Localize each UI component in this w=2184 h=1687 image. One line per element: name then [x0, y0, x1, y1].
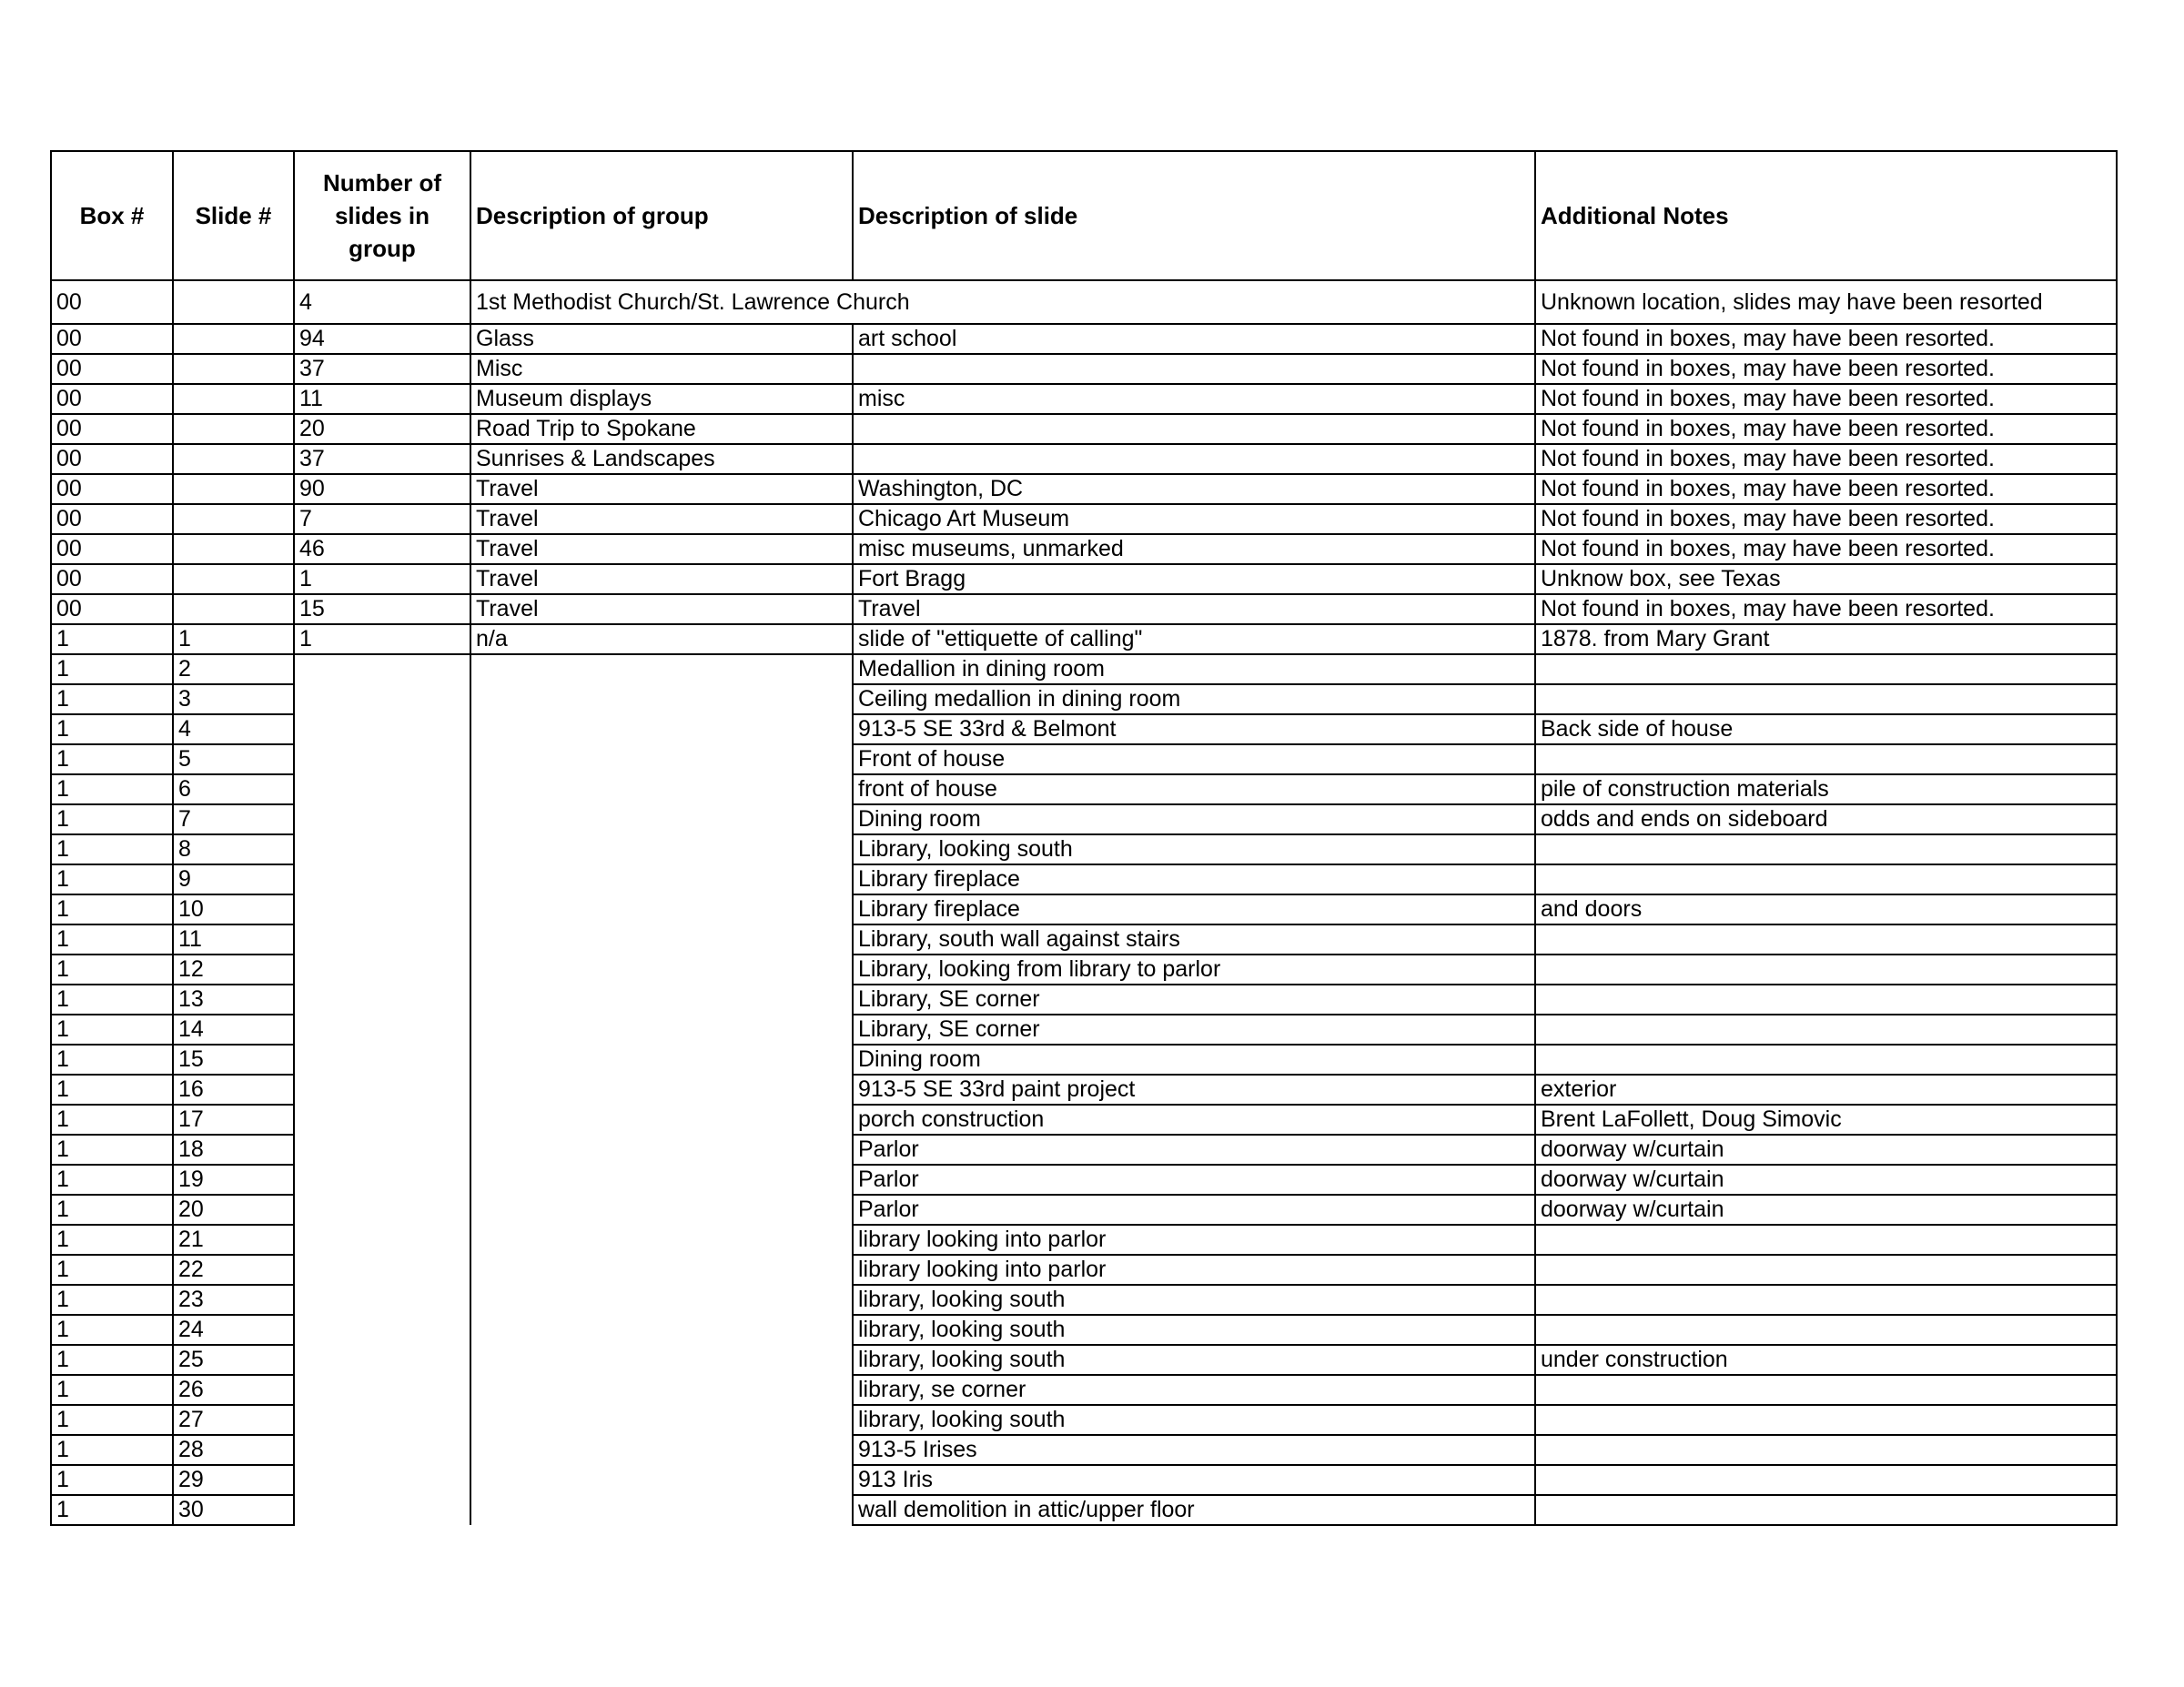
table-row [51, 744, 2117, 774]
cell-slide: 7 [173, 804, 294, 834]
cell-notes: Not found in boxes, may have been resorted. [1535, 594, 2117, 624]
cell-group-empty [470, 1015, 853, 1045]
cell-description: 913-5 SE 33rd paint project [853, 1075, 1535, 1105]
cell-box: 1 [51, 1405, 173, 1435]
cell-notes [1535, 1405, 2117, 1435]
cell-slide: 24 [173, 1315, 294, 1345]
cell-slide [173, 564, 294, 594]
cell-description: Washington, DC [853, 474, 1535, 504]
cell-notes [1535, 985, 2117, 1015]
cell-notes [1535, 1015, 2117, 1045]
cell-group-empty [470, 1405, 853, 1435]
table-row [51, 1045, 2117, 1075]
cell-notes: Not found in boxes, may have been resorted. [1535, 384, 2117, 414]
cell-box: 00 [51, 384, 173, 414]
cell-notes [1535, 654, 2117, 684]
cell-slide: 30 [173, 1495, 294, 1525]
cell-slide: 9 [173, 864, 294, 894]
cell-description: 913-5 SE 33rd & Belmont [853, 714, 1535, 744]
cell-box: 1 [51, 1255, 173, 1285]
table-row [51, 714, 2117, 744]
cell-description: Parlor [853, 1195, 1535, 1225]
cell-box: 1 [51, 1285, 173, 1315]
cell-slide: 5 [173, 744, 294, 774]
cell-notes: doorway w/curtain [1535, 1165, 2117, 1195]
header-slide-description: Description of slide [853, 151, 1535, 280]
cell-description: Library, SE corner [853, 1015, 1535, 1045]
table-row [51, 534, 2117, 564]
table-row [51, 594, 2117, 624]
cell-description: Chicago Art Museum [853, 504, 1535, 534]
cell-description: Library fireplace [853, 894, 1535, 924]
cell-box: 1 [51, 774, 173, 804]
cell-slide: 23 [173, 1285, 294, 1315]
cell-description [853, 354, 1535, 384]
slide-inventory-sheet [50, 150, 2116, 1526]
cell-group: Sunrises & Landscapes [470, 444, 853, 474]
cell-slide: 20 [173, 1195, 294, 1225]
cell-slide [173, 354, 294, 384]
table-row [51, 564, 2117, 594]
cell-slide: 11 [173, 924, 294, 955]
cell-notes [1535, 1495, 2117, 1525]
cell-box: 00 [51, 534, 173, 564]
cell-group-empty [470, 1165, 853, 1195]
cell-slide: 25 [173, 1345, 294, 1375]
cell-group-empty [470, 774, 853, 804]
cell-slide: 13 [173, 985, 294, 1015]
cell-count: 11 [294, 384, 470, 414]
cell-notes: Not found in boxes, may have been resorted. [1535, 474, 2117, 504]
cell-group-empty [470, 1225, 853, 1255]
cell-box: 1 [51, 924, 173, 955]
cell-box: 00 [51, 504, 173, 534]
cell-notes: 1878. from Mary Grant [1535, 624, 2117, 654]
cell-description: Travel [853, 594, 1535, 624]
cell-notes: Not found in boxes, may have been resorted. [1535, 414, 2117, 444]
cell-notes: odds and ends on sideboard [1535, 804, 2117, 834]
header-slide: Slide # [173, 151, 294, 280]
cell-description: Front of house [853, 744, 1535, 774]
cell-box: 1 [51, 654, 173, 684]
cell-box: 1 [51, 714, 173, 744]
cell-box: 1 [51, 1195, 173, 1225]
cell-description: library, looking south [853, 1405, 1535, 1435]
cell-notes [1535, 1375, 2117, 1405]
cell-count-empty [294, 1285, 470, 1315]
cell-slide [173, 444, 294, 474]
table-row [51, 1435, 2117, 1465]
cell-description: slide of "ettiquette of calling" [853, 624, 1535, 654]
table-row [51, 654, 2117, 684]
cell-group-empty [470, 804, 853, 834]
cell-group: Travel [470, 534, 853, 564]
cell-group-empty [470, 1075, 853, 1105]
cell-description [853, 444, 1535, 474]
cell-slide [173, 280, 294, 324]
cell-box: 1 [51, 1075, 173, 1105]
cell-count-empty [294, 744, 470, 774]
cell-box: 1 [51, 1435, 173, 1465]
cell-box: 00 [51, 354, 173, 384]
cell-notes [1535, 1315, 2117, 1345]
table-row [51, 1015, 2117, 1045]
cell-description: library, looking south [853, 1285, 1535, 1315]
table-row [51, 1195, 2117, 1225]
cell-notes: Unknown location, slides may have been resorted [1535, 280, 2117, 324]
cell-notes [1535, 1435, 2117, 1465]
cell-group: Misc [470, 354, 853, 384]
cell-count-empty [294, 1225, 470, 1255]
cell-box: 1 [51, 1465, 173, 1495]
cell-notes [1535, 1225, 2117, 1255]
cell-notes [1535, 684, 2117, 714]
table-row [51, 504, 2117, 534]
cell-description: Library, looking south [853, 834, 1535, 864]
cell-slide: 8 [173, 834, 294, 864]
cell-slide: 1 [173, 624, 294, 654]
cell-count-empty [294, 1135, 470, 1165]
table-row [51, 624, 2117, 654]
cell-group-empty [470, 744, 853, 774]
cell-group: Road Trip to Spokane [470, 414, 853, 444]
cell-count-empty [294, 1165, 470, 1195]
cell-description: Parlor [853, 1165, 1535, 1195]
cell-group-empty [470, 654, 853, 684]
cell-box: 1 [51, 1375, 173, 1405]
cell-notes: Not found in boxes, may have been resorted. [1535, 504, 2117, 534]
cell-group: Travel [470, 504, 853, 534]
cell-count-empty [294, 924, 470, 955]
cell-group-empty [470, 985, 853, 1015]
cell-notes: Brent LaFollett, Doug Simovic [1535, 1105, 2117, 1135]
cell-count-empty [294, 1195, 470, 1225]
cell-count-empty [294, 894, 470, 924]
cell-description: misc museums, unmarked [853, 534, 1535, 564]
table-row [51, 1315, 2117, 1345]
cell-notes [1535, 864, 2117, 894]
cell-slide: 2 [173, 654, 294, 684]
cell-notes [1535, 1285, 2117, 1315]
cell-count-empty [294, 864, 470, 894]
cell-slide: 6 [173, 774, 294, 804]
cell-count-empty [294, 1105, 470, 1135]
cell-slide: 14 [173, 1015, 294, 1045]
cell-slide: 16 [173, 1075, 294, 1105]
cell-group: Museum displays [470, 384, 853, 414]
cell-box: 1 [51, 624, 173, 654]
cell-group-empty [470, 1345, 853, 1375]
cell-count: 90 [294, 474, 470, 504]
cell-description: Library, south wall against stairs [853, 924, 1535, 955]
cell-slide: 29 [173, 1465, 294, 1495]
cell-slide: 26 [173, 1375, 294, 1405]
cell-count-empty [294, 1015, 470, 1045]
table-row [51, 864, 2117, 894]
cell-notes: Not found in boxes, may have been resorted. [1535, 324, 2117, 354]
table-row [51, 1165, 2117, 1195]
cell-group-empty [470, 1195, 853, 1225]
cell-description: Library, SE corner [853, 985, 1535, 1015]
cell-box: 1 [51, 1315, 173, 1345]
cell-group-empty [470, 1045, 853, 1075]
cell-group-empty [470, 955, 853, 985]
table-row [51, 834, 2117, 864]
cell-slide: 18 [173, 1135, 294, 1165]
cell-slide: 22 [173, 1255, 294, 1285]
table-row [51, 1345, 2117, 1375]
cell-notes [1535, 1255, 2117, 1285]
cell-slide: 28 [173, 1435, 294, 1465]
cell-slide: 12 [173, 955, 294, 985]
cell-slide: 27 [173, 1405, 294, 1435]
cell-box: 1 [51, 1165, 173, 1195]
cell-group: 1st Methodist Church/St. Lawrence Church [470, 280, 1535, 324]
cell-count-empty [294, 955, 470, 985]
cell-box: 1 [51, 1015, 173, 1045]
cell-count-empty [294, 1075, 470, 1105]
cell-box: 1 [51, 1225, 173, 1255]
cell-group: Travel [470, 474, 853, 504]
cell-count-empty [294, 1315, 470, 1345]
cell-description: Ceiling medallion in dining room [853, 684, 1535, 714]
cell-notes: exterior [1535, 1075, 2117, 1105]
cell-slide [173, 594, 294, 624]
cell-notes: under construction [1535, 1345, 2117, 1375]
slide-inventory-table [50, 150, 2118, 1526]
cell-slide [173, 504, 294, 534]
cell-box: 1 [51, 894, 173, 924]
cell-box: 1 [51, 985, 173, 1015]
table-row [51, 684, 2117, 714]
cell-count-empty [294, 684, 470, 714]
cell-box: 00 [51, 280, 173, 324]
cell-group-empty [470, 1435, 853, 1465]
table-row [51, 1495, 2117, 1525]
cell-group-empty [470, 1495, 853, 1525]
cell-notes [1535, 955, 2117, 985]
cell-count: 37 [294, 354, 470, 384]
table-row [51, 1075, 2117, 1105]
table-row [51, 280, 2117, 324]
cell-slide: 21 [173, 1225, 294, 1255]
cell-notes: doorway w/curtain [1535, 1195, 2117, 1225]
cell-box: 00 [51, 324, 173, 354]
cell-slide [173, 324, 294, 354]
header-row [51, 151, 2117, 280]
cell-group-empty [470, 1315, 853, 1345]
cell-group-empty [470, 684, 853, 714]
cell-description: library, looking south [853, 1315, 1535, 1345]
cell-count-empty [294, 1045, 470, 1075]
cell-description: Parlor [853, 1135, 1535, 1165]
cell-notes: Not found in boxes, may have been resorted. [1535, 534, 2117, 564]
table-row [51, 444, 2117, 474]
cell-count-empty [294, 1345, 470, 1375]
cell-description: library looking into parlor [853, 1225, 1535, 1255]
cell-count-empty [294, 804, 470, 834]
cell-count: 94 [294, 324, 470, 354]
cell-box: 1 [51, 744, 173, 774]
table-row [51, 1255, 2117, 1285]
cell-count-empty [294, 834, 470, 864]
cell-description [853, 414, 1535, 444]
cell-box: 1 [51, 804, 173, 834]
cell-box: 1 [51, 834, 173, 864]
cell-group-empty [470, 1255, 853, 1285]
table-row [51, 414, 2117, 444]
cell-notes [1535, 1465, 2117, 1495]
cell-notes: pile of construction materials [1535, 774, 2117, 804]
cell-slide: 15 [173, 1045, 294, 1075]
cell-box: 00 [51, 444, 173, 474]
cell-notes: and doors [1535, 894, 2117, 924]
cell-group-empty [470, 1465, 853, 1495]
cell-count-empty [294, 1405, 470, 1435]
cell-group-empty [470, 1375, 853, 1405]
cell-count-empty [294, 714, 470, 744]
cell-description: wall demolition in attic/upper floor [853, 1495, 1535, 1525]
cell-count: 7 [294, 504, 470, 534]
cell-description: Fort Bragg [853, 564, 1535, 594]
cell-description: front of house [853, 774, 1535, 804]
cell-box: 1 [51, 1345, 173, 1375]
header-additional-notes: Additional Notes [1535, 151, 2117, 280]
table-row [51, 324, 2117, 354]
cell-notes: Unknow box, see Texas [1535, 564, 2117, 594]
cell-description: Dining room [853, 804, 1535, 834]
cell-box: 00 [51, 474, 173, 504]
cell-box: 1 [51, 1045, 173, 1075]
cell-box: 1 [51, 684, 173, 714]
cell-description: Medallion in dining room [853, 654, 1535, 684]
table-row [51, 985, 2117, 1015]
cell-box: 1 [51, 955, 173, 985]
table-row [51, 1375, 2117, 1405]
cell-description: 913 Iris [853, 1465, 1535, 1495]
cell-slide [173, 534, 294, 564]
cell-description: library, looking south [853, 1345, 1535, 1375]
cell-count: 1 [294, 564, 470, 594]
cell-count: 46 [294, 534, 470, 564]
cell-count-empty [294, 1495, 470, 1525]
cell-description: Library, looking from library to parlor [853, 955, 1535, 985]
cell-count-empty [294, 774, 470, 804]
table-row [51, 804, 2117, 834]
cell-notes: Not found in boxes, may have been resorted. [1535, 444, 2117, 474]
cell-box: 1 [51, 1135, 173, 1165]
cell-group-empty [470, 864, 853, 894]
cell-description: Dining room [853, 1045, 1535, 1075]
cell-count-empty [294, 1465, 470, 1495]
table-row [51, 1465, 2117, 1495]
cell-slide: 10 [173, 894, 294, 924]
cell-count-empty [294, 1255, 470, 1285]
cell-slide: 19 [173, 1165, 294, 1195]
table-row [51, 1405, 2117, 1435]
cell-notes: doorway w/curtain [1535, 1135, 2117, 1165]
cell-count: 37 [294, 444, 470, 474]
cell-description: library looking into parlor [853, 1255, 1535, 1285]
cell-notes [1535, 834, 2117, 864]
table-row [51, 1135, 2117, 1165]
cell-slide: 4 [173, 714, 294, 744]
cell-description: Library fireplace [853, 864, 1535, 894]
cell-count: 20 [294, 414, 470, 444]
cell-box: 1 [51, 864, 173, 894]
cell-count-empty [294, 1435, 470, 1465]
table-row [51, 1225, 2117, 1255]
table-row [51, 1285, 2117, 1315]
header-slide-count: Number of slides in group [294, 151, 470, 280]
cell-notes [1535, 924, 2117, 955]
table-row [51, 894, 2117, 924]
cell-slide: 17 [173, 1105, 294, 1135]
table-row [51, 384, 2117, 414]
cell-notes: Not found in boxes, may have been resorted. [1535, 354, 2117, 384]
cell-group: Travel [470, 564, 853, 594]
table-row [51, 1105, 2117, 1135]
cell-slide [173, 414, 294, 444]
table-row [51, 924, 2117, 955]
cell-description: 913-5 Irises [853, 1435, 1535, 1465]
cell-group-empty [470, 1285, 853, 1315]
cell-description: art school [853, 324, 1535, 354]
header-group-description: Description of group [470, 151, 853, 280]
cell-group-empty [470, 894, 853, 924]
cell-slide [173, 474, 294, 504]
cell-description: porch construction [853, 1105, 1535, 1135]
cell-notes: Back side of house [1535, 714, 2117, 744]
table-row [51, 955, 2117, 985]
cell-box: 00 [51, 414, 173, 444]
cell-group-empty [470, 714, 853, 744]
cell-description: library, se corner [853, 1375, 1535, 1405]
cell-box: 1 [51, 1105, 173, 1135]
cell-slide: 3 [173, 684, 294, 714]
cell-notes [1535, 744, 2117, 774]
cell-group-empty [470, 834, 853, 864]
cell-group-empty [470, 1105, 853, 1135]
cell-description: misc [853, 384, 1535, 414]
cell-box: 00 [51, 564, 173, 594]
cell-group: n/a [470, 624, 853, 654]
cell-box: 1 [51, 1495, 173, 1525]
table-row [51, 474, 2117, 504]
cell-group: Travel [470, 594, 853, 624]
table-row [51, 774, 2117, 804]
cell-group: Glass [470, 324, 853, 354]
cell-count: 4 [294, 280, 470, 324]
cell-slide [173, 384, 294, 414]
cell-count-empty [294, 654, 470, 684]
cell-group-empty [470, 924, 853, 955]
cell-count-empty [294, 985, 470, 1015]
cell-count-empty [294, 1375, 470, 1405]
cell-notes [1535, 1045, 2117, 1075]
cell-box: 00 [51, 594, 173, 624]
header-box: Box # [51, 151, 173, 280]
cell-group-empty [470, 1135, 853, 1165]
cell-count: 15 [294, 594, 470, 624]
cell-count: 1 [294, 624, 470, 654]
table-row [51, 354, 2117, 384]
